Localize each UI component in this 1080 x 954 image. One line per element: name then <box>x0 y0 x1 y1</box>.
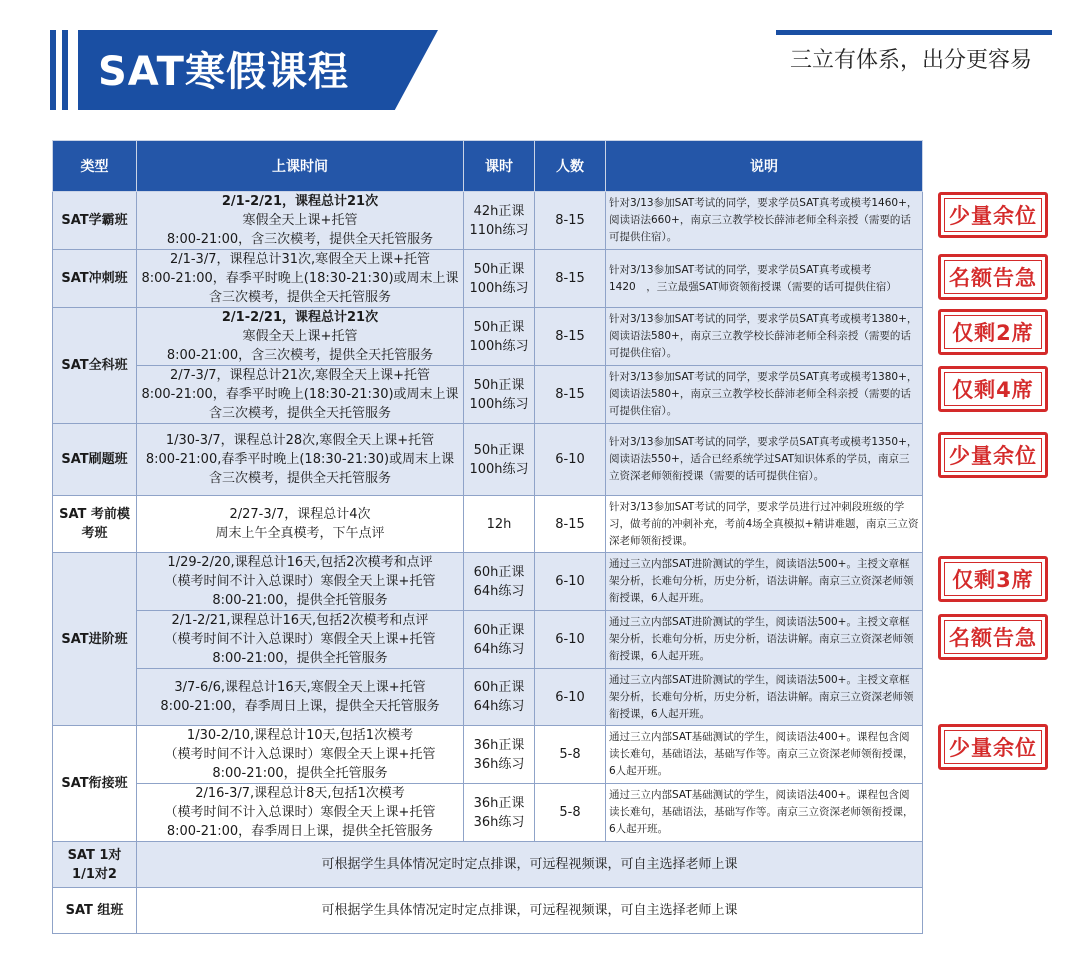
banner-stripe <box>62 30 68 110</box>
table-row <box>53 842 923 888</box>
table-row <box>53 611 923 669</box>
course-hours: 60h正课 64h练习 <box>464 553 535 611</box>
status-stamp: 仅剩2席 <box>938 309 1048 355</box>
table-row <box>53 192 923 250</box>
table-row <box>53 250 923 308</box>
table-row <box>53 424 923 496</box>
title-banner <box>50 30 440 110</box>
course-time: 1/30-3/7，课程总计28次,寒假全天上课+托管 8:00-21:00,春季平时晚上(18:30-21:30)或周末上课 含三次模考，提供全天托管服务 <box>137 424 464 496</box>
course-desc: 通过三立内部SAT基础测试的学生，阅读语法400+。课程包含阅读长难句，基础语法，基础写作等。南京三立资深老师领衔授课，6人起开班。 <box>606 784 923 842</box>
course-type: SAT进阶班 <box>53 553 137 726</box>
status-stamp: 仅剩4席 <box>938 366 1048 412</box>
course-desc: 通过三立内部SAT基础测试的学生，阅读语法400+。课程包含阅读长难句，基础语法，基础写作等。南京三立资深老师领衔授课，6人起开班。 <box>606 726 923 784</box>
course-hours: 50h正课 100h练习 <box>464 366 535 424</box>
course-table <box>52 140 923 934</box>
course-time: 2/16-3/7,课程总计8天,包括1次模考 （模考时间不计入总课时）寒假全天上课+托管 8:00-21:00，春季周日上课，提供全托管服务 <box>137 784 464 842</box>
course-time: 2/7-3/7，课程总计21次,寒假全天上课+托管 8:00-21:00，春季平时晚上(18:30-21:30)或周末上课 含三次模考，提供全天托管服务 <box>137 366 464 424</box>
course-note: 可根据学生具体情况定时定点排课，可远程视频课，可自主选择老师上课 <box>137 842 923 888</box>
header-size: 人数 <box>535 141 606 192</box>
table-row <box>53 669 923 726</box>
course-type: SAT全科班 <box>53 308 137 424</box>
course-desc: 通过三立内部SAT进阶测试的学生，阅读语法500+。主授文章框架分析，长难句分析，历史分析，语法讲解。南京三立资深老师领衔授课，6人起开班。 <box>606 553 923 611</box>
slogan: 三立有体系，出分更容易 <box>790 48 1033 73</box>
course-desc: 针对3/13参加SAT考试的同学，要求学员进行过冲刺段班级的学习，做考前的冲刺补充，考前4场全真模拟+精讲难题，南京三立资深老师领衔授课。 <box>606 496 923 553</box>
class-size: 6-10 <box>535 424 606 496</box>
class-size: 8-15 <box>535 192 606 250</box>
course-desc: 针对3/13参加SAT考试的同学，要求学员SAT真考或模考1350+，阅读语法550+，适合已经系统学过SAT知识体系的学员，南京三立资深老师领衔授课（需要的话可提供住宿）。 <box>606 424 923 496</box>
class-size: 6-10 <box>535 611 606 669</box>
course-hours: 50h正课 100h练习 <box>464 424 535 496</box>
course-type: SAT 1对1/1对2 <box>53 842 137 888</box>
course-desc: 通过三立内部SAT进阶测试的学生，阅读语法500+。主授文章框架分析，长难句分析，历史分析，语法讲解。南京三立资深老师领衔授课，6人起开班。 <box>606 611 923 669</box>
course-hours: 36h正课 36h练习 <box>464 784 535 842</box>
course-desc: 针对3/13参加SAT考试的同学，要求学员SAT真考或模考1420 ，三立最强SAT师资领衔授课（需要的话可提供住宿） <box>606 250 923 308</box>
table-row <box>53 784 923 842</box>
class-size: 8-15 <box>535 250 606 308</box>
course-type: SAT衔接班 <box>53 726 137 842</box>
class-size: 8-15 <box>535 366 606 424</box>
table-row <box>53 366 923 424</box>
course-hours: 36h正课 36h练习 <box>464 726 535 784</box>
class-size: 6-10 <box>535 553 606 611</box>
course-desc: 针对3/13参加SAT考试的同学，要求学员SAT真考或模考1380+，阅读语法580+，南京三立教学校长薛沛老师全科亲授（需要的话可提供住宿）。 <box>606 308 923 366</box>
course-desc: 通过三立内部SAT进阶测试的学生，阅读语法500+。主授文章框架分析，长难句分析，历史分析，语法讲解。南京三立资深老师领衔授课，6人起开班。 <box>606 669 923 726</box>
class-size: 8-15 <box>535 496 606 553</box>
course-desc: 针对3/13参加SAT考试的同学，要求学员SAT真考或模考1460+，阅读语法660+，南京三立教学校长薛沛老师全科亲授（需要的话可提供住宿）。 <box>606 192 923 250</box>
course-hours: 50h正课 100h练习 <box>464 308 535 366</box>
course-desc: 针对3/13参加SAT考试的同学，要求学员SAT真考或模考1380+，阅读语法580+，南京三立教学校长薛沛老师全科亲授（需要的话可提供住宿）。 <box>606 366 923 424</box>
course-note: 可根据学生具体情况定时定点排课，可远程视频课，可自主选择老师上课 <box>137 888 923 934</box>
course-type: SAT刷题班 <box>53 424 137 496</box>
table-row <box>53 553 923 611</box>
status-stamp: 少量余位 <box>938 724 1048 770</box>
table-header-row <box>53 141 923 192</box>
course-hours: 60h正课 64h练习 <box>464 611 535 669</box>
header-time: 上课时间 <box>137 141 464 192</box>
course-hours: 50h正课 100h练习 <box>464 250 535 308</box>
status-stamp: 仅剩3席 <box>938 556 1048 602</box>
table-row <box>53 308 923 366</box>
banner-stripe <box>50 30 56 110</box>
table-row <box>53 726 923 784</box>
course-time: 2/1-3/7，课程总计31次,寒假全天上课+托管 8:00-21:00，春季平时晚上(18:30-21:30)或周末上课 含三次模考，提供全天托管服务 <box>137 250 464 308</box>
course-time: 1/30-2/10,课程总计10天,包括1次模考 （模考时间不计入总课时）寒假全天上课+托管 8:00-21:00，提供全托管服务 <box>137 726 464 784</box>
header-hours: 课时 <box>464 141 535 192</box>
class-size: 8-15 <box>535 308 606 366</box>
status-stamp: 少量余位 <box>938 192 1048 238</box>
header-type: 类型 <box>53 141 137 192</box>
header-desc: 说明 <box>606 141 923 192</box>
status-stamp: 名额告急 <box>938 254 1048 300</box>
course-time: 2/1-2/21,课程总计16天,包括2次模考和点评 （模考时间不计入总课时）寒假全天上课+托管 8:00-21:00，提供全托管服务 <box>137 611 464 669</box>
course-type: SAT学霸班 <box>53 192 137 250</box>
course-hours: 12h <box>464 496 535 553</box>
course-time: 3/7-6/6,课程总计16天,寒假全天上课+托管 8:00-21:00，春季周日上课，提供全天托管服务 <box>137 669 464 726</box>
course-hours: 42h正课 110h练习 <box>464 192 535 250</box>
class-size: 6-10 <box>535 669 606 726</box>
status-stamp: 名额告急 <box>938 614 1048 660</box>
course-type: SAT 组班 <box>53 888 137 934</box>
status-stamp: 少量余位 <box>938 432 1048 478</box>
table-row <box>53 888 923 934</box>
course-time: 2/1-2/21，课程总计21次 寒假全天上课+托管 8:00-21:00，含三次模考，提供全天托管服务 <box>137 192 464 250</box>
course-time: 1/29-2/20,课程总计16天,包括2次模考和点评 （模考时间不计入总课时）寒假全天上课+托管 8:00-21:00，提供全托管服务 <box>137 553 464 611</box>
class-size: 5-8 <box>535 726 606 784</box>
table-row <box>53 496 923 553</box>
course-type: SAT 考前模考班 <box>53 496 137 553</box>
course-hours: 60h正课 64h练习 <box>464 669 535 726</box>
course-type: SAT冲刺班 <box>53 250 137 308</box>
slogan-rule <box>776 30 1052 35</box>
course-time: 2/27-3/7，课程总计4次 周末上午全真模考，下午点评 <box>137 496 464 553</box>
page-title: SAT寒假课程 <box>98 49 349 95</box>
course-time: 2/1-2/21，课程总计21次 寒假全天上课+托管 8:00-21:00，含三次模考，提供全天托管服务 <box>137 308 464 366</box>
class-size: 5-8 <box>535 784 606 842</box>
